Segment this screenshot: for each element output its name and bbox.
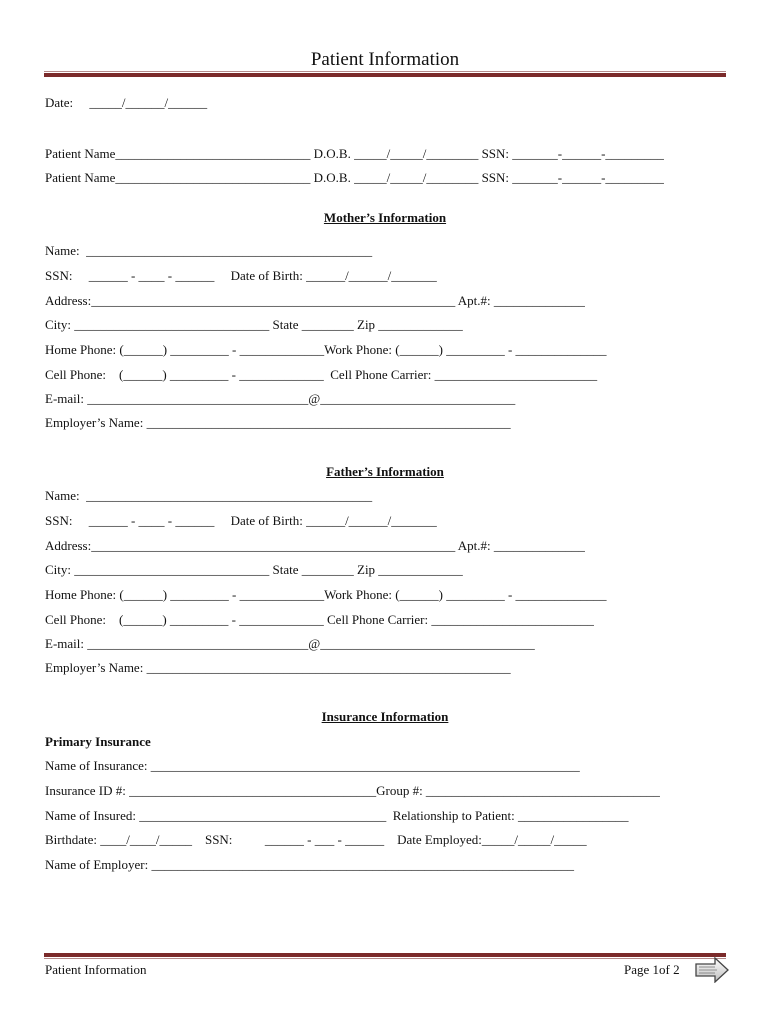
father-city-field[interactable]: City: ______________________________ State ________ Zip _____________ (45, 562, 463, 577)
patient-line-1[interactable]: Patient Name______________________________ D.O.B. _____/_____/________ SSN: _______-______-_________ (45, 146, 664, 161)
insured-birthdate-field[interactable]: Birthdate: ____/____/_____ SSN: ______ - ___ - ______ Date Employed:_____/_____/_____ (45, 832, 587, 847)
father-name-field[interactable]: Name: ____________________________________________ (45, 488, 373, 503)
insured-employer-field[interactable]: Name of Employer: _________________________________________________________________ (45, 857, 574, 872)
mother-phone-field[interactable]: Home Phone: (______) _________ - _____________Work Phone: (______) _________ - ______________ (45, 342, 607, 357)
father-employer-field[interactable]: Employer’s Name: ________________________________________________________ (45, 660, 511, 675)
father-phone-field[interactable]: Home Phone: (______) _________ - _____________Work Phone: (______) _________ - ______________ (45, 587, 607, 602)
header-divider (44, 73, 726, 77)
insurance-id-field[interactable]: Insurance ID #: ______________________________________Group #: ____________________________________ (45, 783, 660, 798)
father-email-field[interactable]: E-mail: __________________________________@_________________________________ (45, 636, 535, 651)
father-section-heading: Father’s Information (326, 464, 444, 479)
footer-document-title: Patient Information (45, 962, 147, 977)
mother-section-heading: Mother’s Information (323, 210, 447, 225)
mother-employer-field[interactable]: Employer’s Name: ________________________________________________________ (45, 415, 511, 430)
mother-address-field[interactable]: Address:________________________________________________________ Apt.#: ______________ (45, 293, 585, 308)
insured-name-field[interactable]: Name of Insured: ______________________________________ Relationship to Patient: _________________ (45, 808, 629, 823)
mother-email-field[interactable]: E-mail: __________________________________@______________________________ (45, 391, 516, 406)
father-address-field[interactable]: Address:________________________________________________________ Apt.#: ______________ (45, 538, 585, 553)
mother-city-field[interactable]: City: ______________________________ State ________ Zip _____________ (45, 317, 463, 332)
date-field[interactable]: Date: _____/______/______ (45, 95, 208, 110)
footer-divider-thin (44, 958, 726, 959)
father-ssn-dob-field[interactable]: SSN: ______ - ____ - ______ Date of Birth: ______/______/_______ (45, 513, 437, 528)
father-cell-field[interactable]: Cell Phone: (______) _________ - _____________ Cell Phone Carrier: _________________________ (45, 612, 594, 627)
footer-divider (44, 953, 726, 957)
header-divider-thin (44, 71, 726, 72)
page-title: Patient Information (310, 49, 460, 70)
insurance-name-field[interactable]: Name of Insurance: __________________________________________________________________ (45, 758, 580, 773)
primary-insurance-label: Primary Insurance (45, 734, 151, 749)
patient-line-2[interactable]: Patient Name______________________________ D.O.B. _____/_____/________ SSN: _______-______-_________ (45, 170, 664, 185)
insurance-section-heading: Insurance Information (321, 709, 449, 724)
mother-cell-field[interactable]: Cell Phone: (______) _________ - _____________ Cell Phone Carrier: _________________________ (45, 367, 598, 382)
mother-ssn-dob-field[interactable]: SSN: ______ - ____ - ______ Date of Birth: ______/______/_______ (45, 268, 437, 283)
mother-name-field[interactable]: Name: ____________________________________________ (45, 243, 373, 258)
page-number: Page 1of 2 (624, 962, 680, 977)
arrow-right-icon[interactable] (695, 957, 729, 983)
